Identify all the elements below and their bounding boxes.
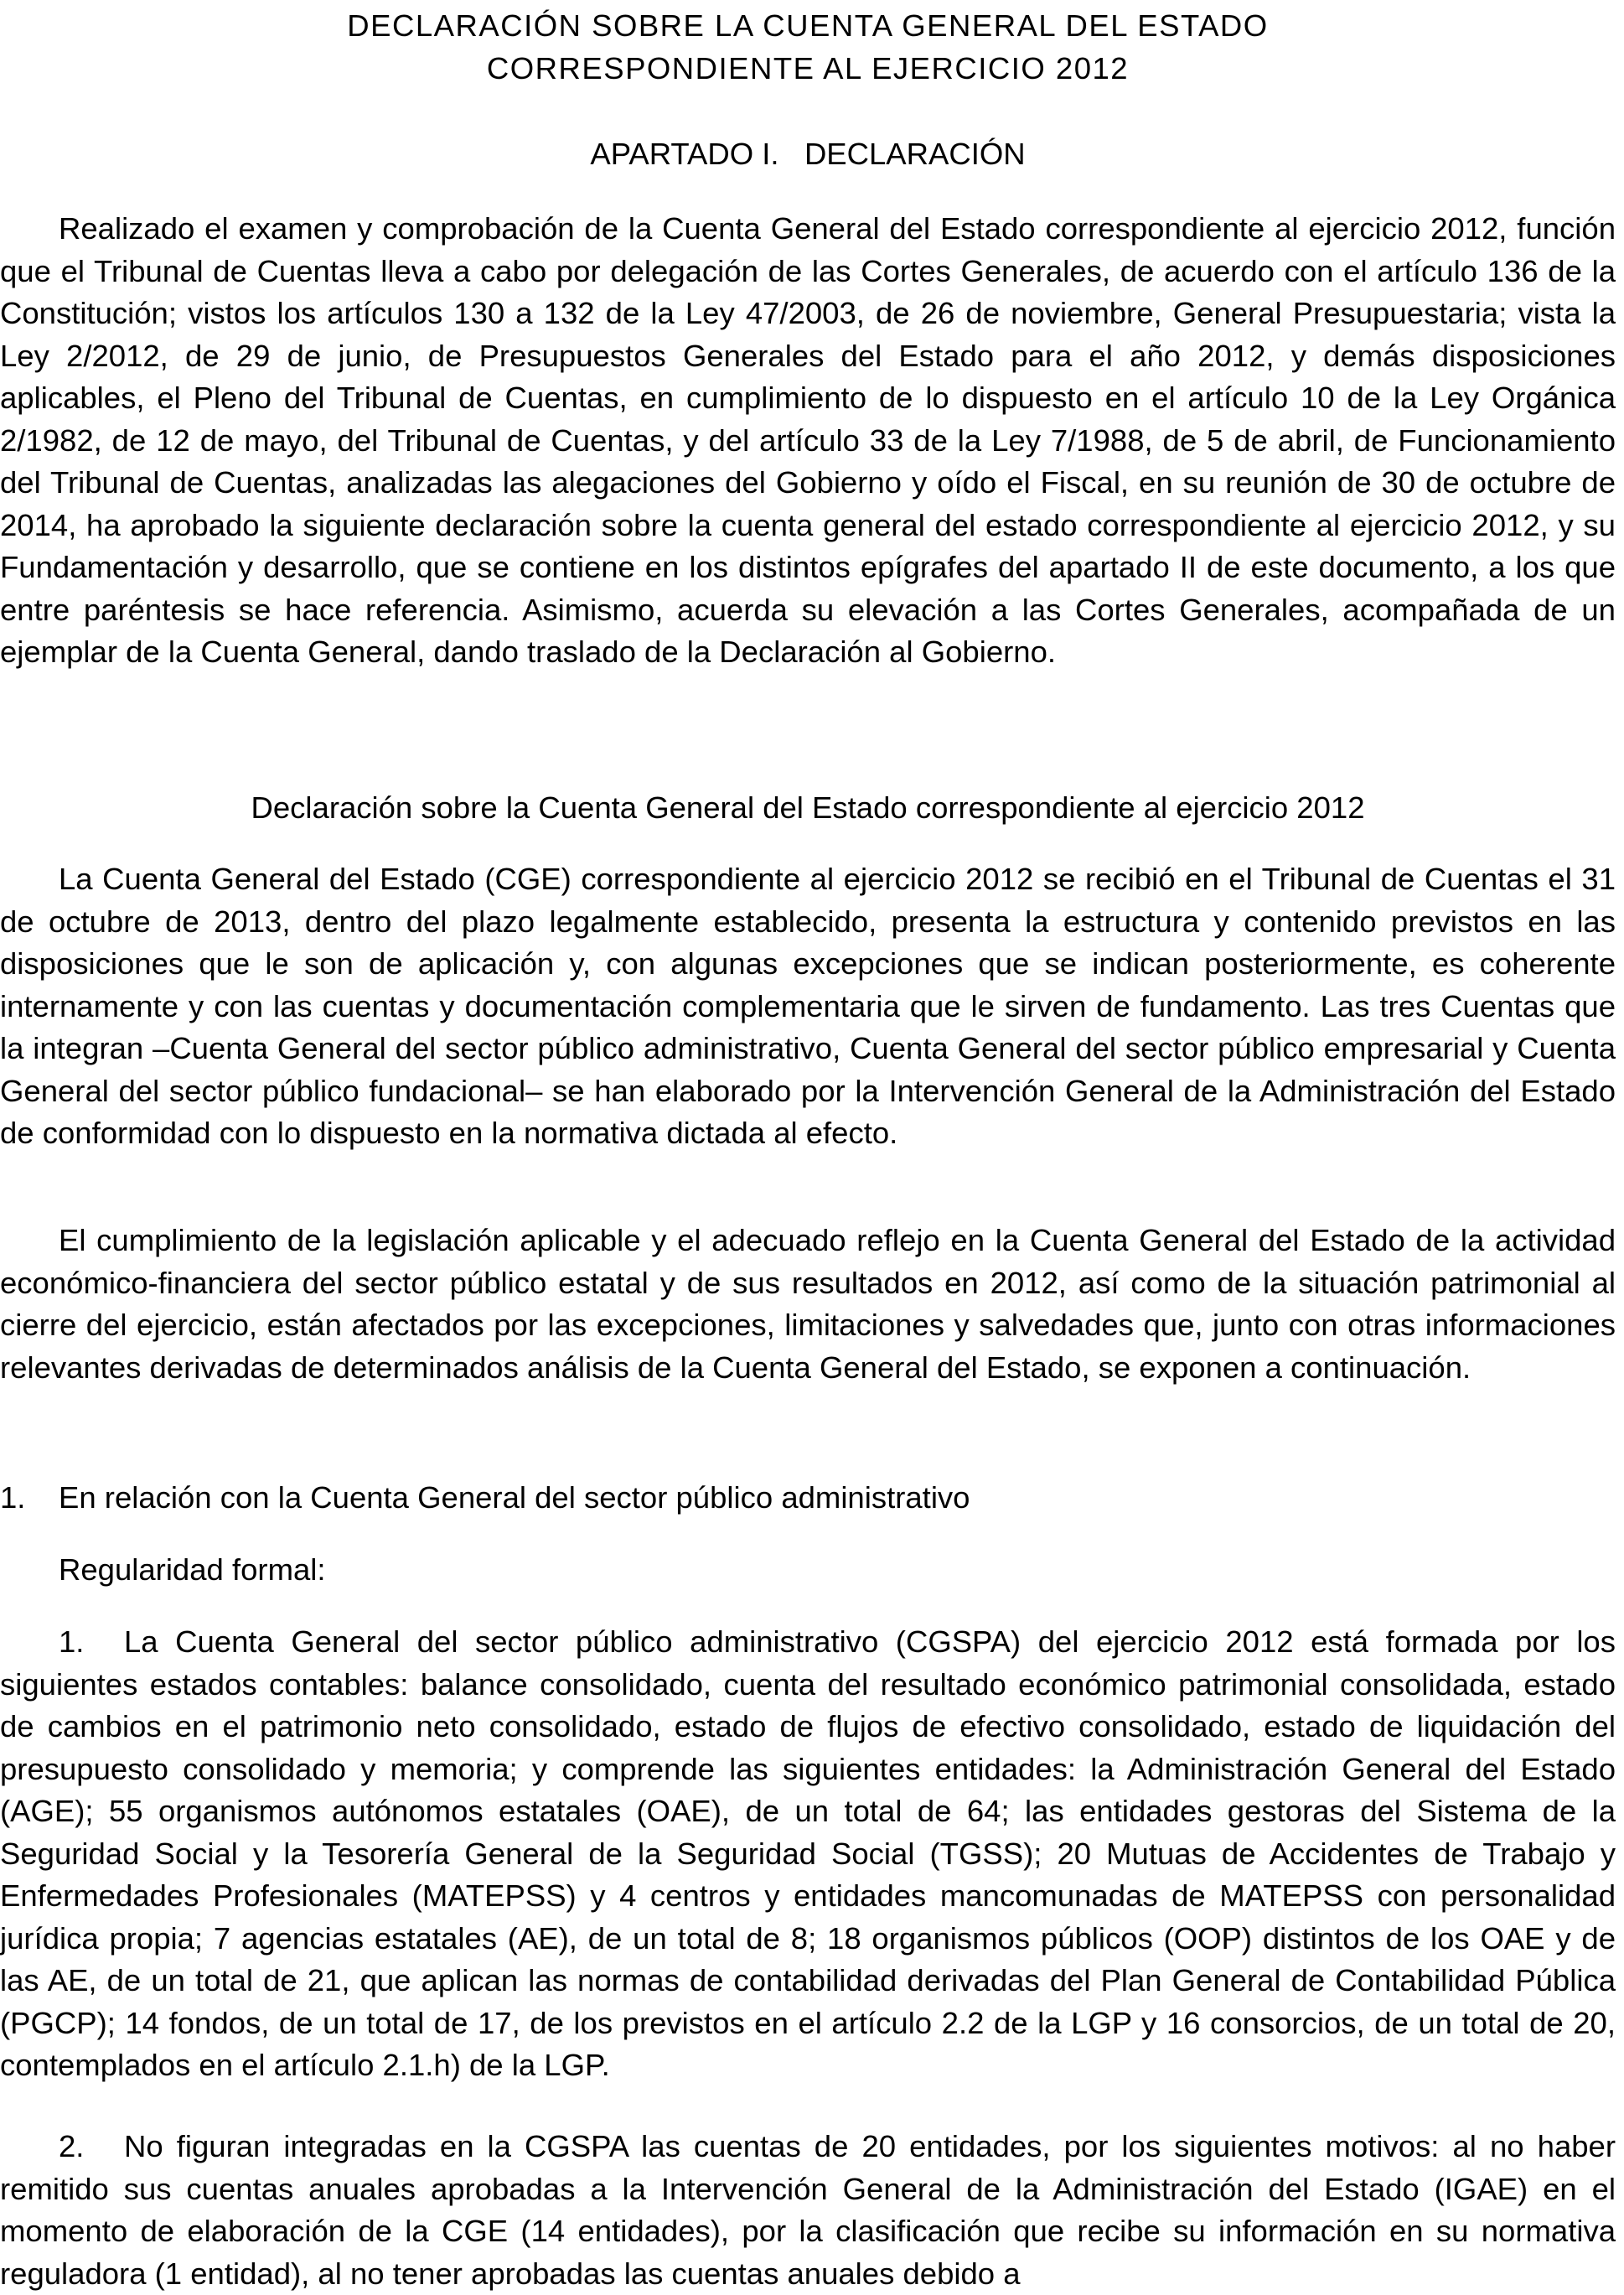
document-title-line-1: DECLARACIÓN SOBRE LA CUENTA GENERAL DEL ESTADO	[347, 8, 1269, 43]
declaration-subheading: Declaración sobre la Cuenta General del Estado correspondiente al ejercicio 2012	[251, 790, 1365, 825]
point-1-text: La Cuenta General del sector público administrativo (CGSPA) del ejercicio 2012 está formada por los siguientes estados contables: balance consolidado, cuenta del resultado económico patrimonial consolidada, estado de cambios en el patrimonio neto consolidado, estado de flujos de efectivo consolidado, estado de liquidación del presupuesto consolidado y memoria; y comprende las siguientes entidades: la Administración General del Estado (AGE); 55 organismos autónomos estatales (OAE), de un total de 64; las entidades gestoras del Sistema de la Seguridad Social y la Tesorería General de la Seguridad Social (TGSS); 20 Mutuas de Accidentes de Trabajo y Enfermedades Profesionales (MATEPSS) y 4 centros y entidades mancomunadas de MATEPSS con personalidad jurídica propia; 7 agencias estatales (AE), de un total de 8; 18 organismos públicos (OOP) distintos de los OAE y de las AE, de un total de 21, que aplican las normas de contabilidad derivadas del Plan General de Contabilidad Pública (PGCP); 14 fondos, de un total de 17, de los previstos en el artículo 2.2 de la LGP y 16 consorcios, de un total de 20, contemplados en el artículo 2.1.h) de la LGP.	[0, 1624, 1616, 2082]
cumplimiento-paragraph: El cumplimiento de la legislación aplicable y el adecuado reflejo en la Cuenta General del Estado de la actividad económico-financiera del sector público estatal y de sus resultados en 2012, así como de la situación patrimonial al cierre del ejercicio, están afectados por las excepciones, limitaciones y salvedades que, junto con otras informaciones relevantes derivadas de determinados análisis de la Cuenta General del Estado, se exponen a continuación.	[0, 1223, 1616, 1385]
regularidad-heading: Regularidad formal:	[59, 1552, 326, 1587]
point-1-number: 1.	[59, 1624, 85, 1659]
intro-paragraph: Realizado el examen y comprobación de la Cuenta General del Estado correspondiente al ejercicio 2012, función que el Tribunal de Cuentas lleva a cabo por delegación de las Cortes Generales, de acuerdo con el artículo 136 de la Constitución; vistos los artículos 130 a 132 de la Ley 47/2003, de 26 de noviembre, General Presupuestaria; vista la Ley 2/2012, de 29 de junio, de Presupuestos Generales del Estado para el año 2012, y demás disposiciones aplicables, el Pleno del Tribunal de Cuentas, en cumplimiento de lo dispuesto en el artículo 10 de la Ley Orgánica 2/1982, de 12 de mayo, del Tribunal de Cuentas, y del artículo 33 de la Ley 7/1988, de 5 de abril, de Funcionamiento del Tribunal de Cuentas, analizadas las alegaciones del Gobierno y oído el Fiscal, en su reunión de 30 de octubre de 2014, ha aprobado la siguiente declaración sobre la cuenta general del estado correspondiente al ejercicio 2012, y su Fundamentación y desarrollo, que se contiene en los distintos epígrafes del apartado II de este documento, a los que entre paréntesis se hace referencia. Asimismo, acuerda su elevación a las Cortes Generales, acompañada de un ejemplar de la Cuenta General, dando traslado de la Declaración al Gobierno.	[0, 211, 1616, 669]
section-1-title: En relación con la Cuenta General del sector público administrativo	[59, 1480, 970, 1515]
section-1-heading	[0, 1477, 1616, 1520]
point-2-number: 2.	[59, 2129, 85, 2163]
document-title	[0, 5, 1616, 90]
point-2-paragraph	[0, 2126, 1616, 2295]
document-title-line-2: CORRESPONDIENTE AL EJERCICIO 2012	[486, 50, 1130, 85]
point-1-paragraph	[0, 1621, 1616, 2087]
section-1-number: 1.	[0, 1480, 26, 1515]
point-2-text: No figuran integradas en la CGSPA las cuentas de 20 entidades, por los siguientes motivos: al no haber remitido sus cuentas anuales aprobadas a la Intervención General de la Administración del Estado (IGAE) en el momento de elaboración de la CGE (14 entidades), por la clasificación que recibe su información en su normativa reguladora (1 entidad), al no tener aprobadas las cuentas anuales debido a	[0, 2129, 1616, 2291]
section-heading: APARTADO I. DECLARACIÓN	[590, 137, 1026, 171]
cge-paragraph: La Cuenta General del Estado (CGE) correspondiente al ejercicio 2012 se recibió en el Tribunal de Cuentas el 31 de octubre de 2013, dentro del plazo legalmente establecido, presenta la estructura y contenido previstos en las disposiciones que le son de aplicación y, con algunas excepciones que se indican posteriormente, es coherente internamente y con las cuentas y documentación complementaria que le sirven de fundamento. Las tres Cuentas que la integran –Cuenta General del sector público administrativo, Cuenta General del sector público empresarial y Cuenta General del sector público fundacional– se han elaborado por la Intervención General de la Administración del Estado de conformidad con lo dispuesto en la normativa dictada al efecto.	[0, 862, 1616, 1150]
